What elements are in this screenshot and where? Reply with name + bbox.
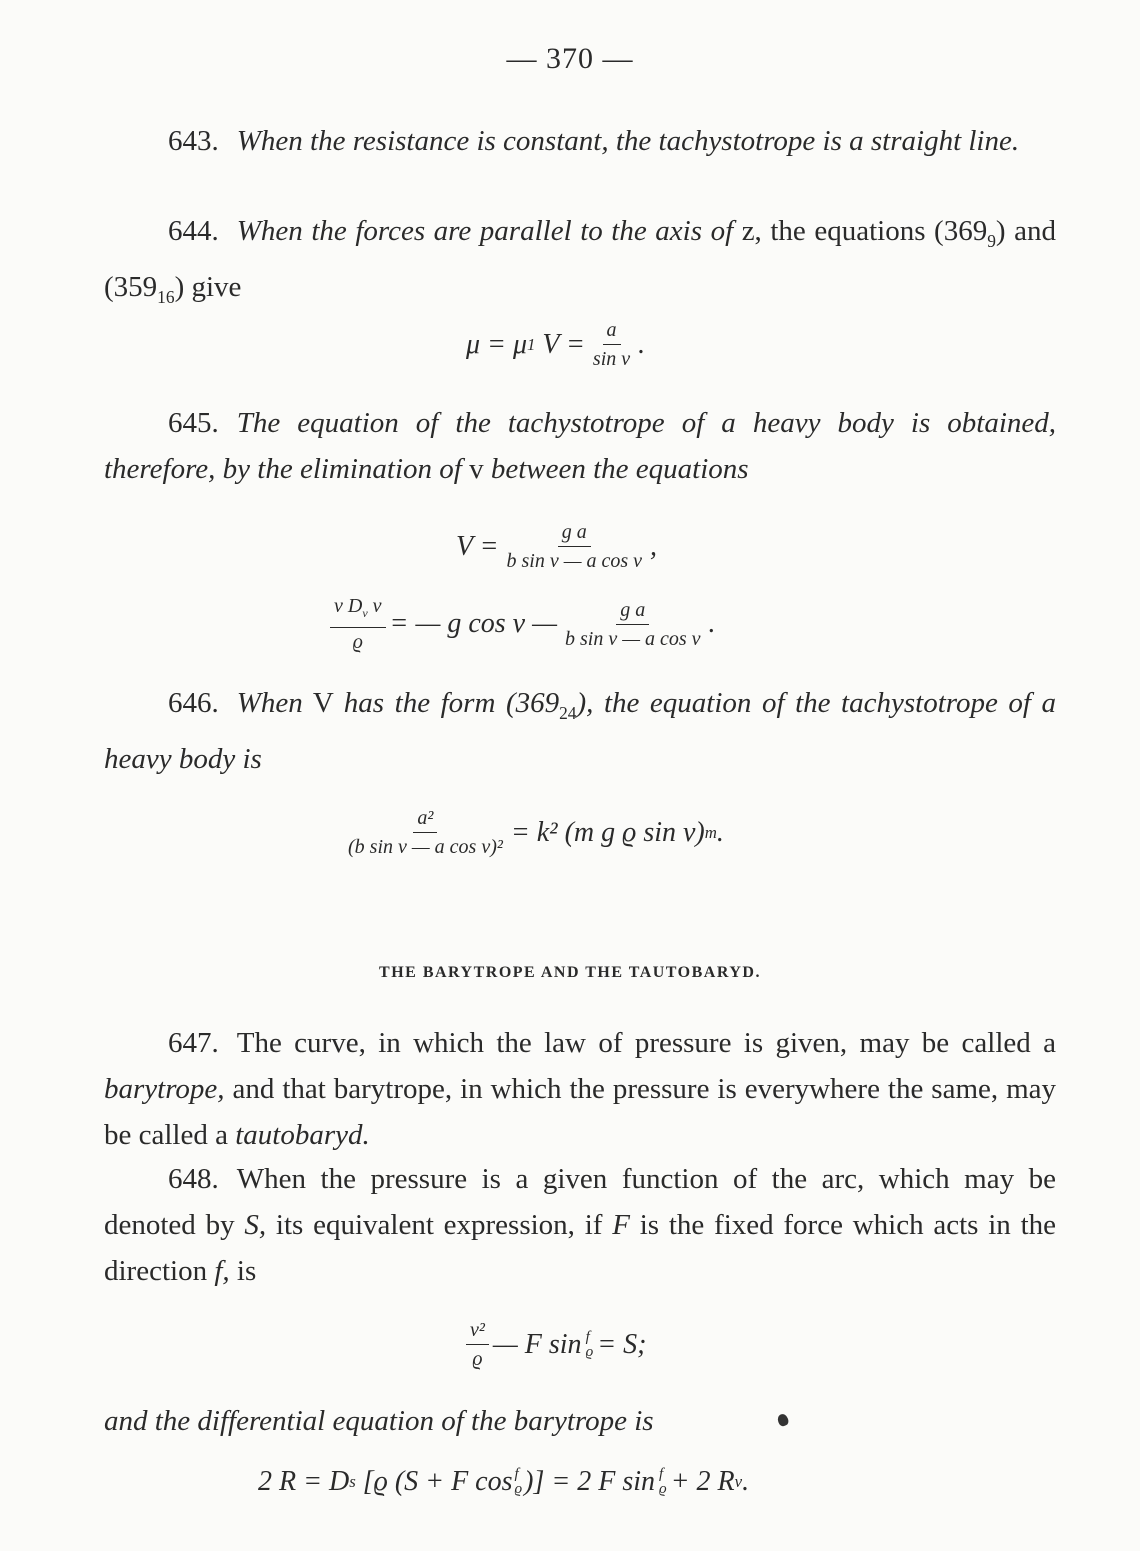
- subscript: ν: [362, 606, 368, 620]
- section-heading: THE BARYTROPE AND THE TAUTOBARYD.: [379, 964, 761, 981]
- denominator: ϱ: [472, 1348, 483, 1370]
- numerator: [330, 594, 386, 628]
- paragraph-text: is: [236, 1255, 257, 1287]
- paragraph-text: The equation of the tachystotrope of a heavy body is obtained, therefore, by the elimination of: [104, 407, 1056, 485]
- paragraph-text: When the pressure is a given function of the arc, which may be denoted by: [104, 1163, 1056, 1241]
- subscript: 9: [987, 230, 996, 251]
- term: barytrope,: [104, 1073, 225, 1105]
- superscript: m: [704, 822, 717, 842]
- eq-rhs: + 2 R: [670, 1466, 735, 1497]
- fraction: [503, 520, 647, 573]
- denominator: sin ν: [592, 348, 631, 370]
- equation-645a: [456, 520, 657, 573]
- eq-end: .: [716, 816, 724, 848]
- paragraph-text: between the equations: [490, 453, 749, 485]
- equation-648: [462, 1318, 646, 1371]
- eq-end: = S;: [597, 1328, 647, 1360]
- superscript: f: [514, 1466, 519, 1482]
- eq-lhs: V =: [456, 530, 499, 562]
- subscript: 24: [559, 702, 577, 723]
- paragraph-text: When the resistance is constant, the tachystotrope is a straight line.: [236, 125, 1020, 157]
- paragraph-text: When the forces are parallel to the axis of: [236, 215, 734, 247]
- paragraph-646: [104, 680, 1056, 782]
- eq-end: .: [742, 1466, 750, 1497]
- subscript: 1: [527, 334, 536, 354]
- paragraph-text: The curve, in which the law of pressure is given, may be called a: [236, 1027, 1056, 1059]
- superscript: f: [585, 1328, 590, 1345]
- denominator: (b sin ν — a cos ν)²: [348, 836, 503, 858]
- paragraph-number: 643.: [168, 125, 219, 157]
- variable: v: [469, 453, 484, 485]
- variable: V: [312, 687, 334, 719]
- eq-end: .: [708, 608, 716, 639]
- paragraph-text: ) give: [174, 270, 242, 303]
- fraction: [561, 598, 705, 651]
- numerator: g a: [558, 520, 591, 547]
- paragraph-text: its equivalent expression, if: [275, 1209, 603, 1241]
- paragraph-643: [104, 118, 1056, 164]
- variable: F: [612, 1209, 630, 1241]
- script-stack: [586, 1330, 594, 1360]
- subscript: ϱ: [659, 1481, 667, 1497]
- variable: f,: [214, 1255, 230, 1287]
- numerator-text: v D: [334, 595, 363, 617]
- superscript: f: [659, 1466, 664, 1482]
- script-stack: [659, 1467, 667, 1497]
- subscript: ν: [734, 1472, 743, 1491]
- numerator: a²: [413, 806, 437, 833]
- paragraph-text: the equations (369: [770, 215, 988, 247]
- eq-rhs: = k² (m g ϱ sin ν): [510, 816, 705, 848]
- eq-rhs: — F sin: [492, 1328, 582, 1360]
- subscript: s: [349, 1472, 356, 1491]
- equation-644: [466, 318, 645, 371]
- equation-646: [340, 806, 724, 859]
- paragraph-text: has the form (369: [343, 687, 560, 719]
- subscript: ϱ: [514, 1481, 523, 1497]
- variable: S,: [244, 1209, 267, 1241]
- paragraph-number: 647.: [168, 1027, 219, 1059]
- equation-645b: [326, 594, 716, 654]
- paragraph-text: and that barytrope, in which the pressure is everywhere the same, may be called a: [104, 1073, 1057, 1151]
- script-stack: [515, 1467, 523, 1497]
- paragraph-text: When: [236, 687, 303, 719]
- numerator: a: [603, 318, 621, 345]
- term: tautobaryd.: [235, 1119, 370, 1151]
- paragraph-text: ), the equation of the tachystotrope of a heavy body is: [104, 687, 1056, 775]
- fraction: [344, 806, 507, 859]
- subscript: 16: [157, 286, 175, 307]
- paragraph-text: ) and (359: [104, 215, 1057, 303]
- paragraph-number: 646.: [168, 687, 219, 719]
- eq-mid: = — g cos ν —: [389, 608, 557, 639]
- equation-last: [258, 1466, 749, 1498]
- paragraph-number: 645.: [168, 407, 219, 439]
- denominator: b sin ν — a cos ν: [565, 627, 701, 650]
- paragraph-645: [104, 400, 1056, 492]
- numerator: g a: [616, 598, 649, 625]
- paragraph-and: and the differential equation of the barytrope is: [104, 1405, 654, 1437]
- paragraph-647: [104, 1020, 1056, 1158]
- denominator: b sin ν — a cos ν: [506, 550, 643, 572]
- paragraph-number: 648.: [168, 1163, 219, 1195]
- fraction: [466, 1318, 489, 1371]
- axis-label: z,: [741, 215, 762, 247]
- eq-mid: )] = 2 F sin: [524, 1466, 656, 1497]
- subscript: ϱ: [585, 1343, 594, 1360]
- numerator-text: v: [367, 595, 382, 617]
- denominator: ϱ: [352, 631, 363, 653]
- fraction: [589, 318, 634, 371]
- eq-lhs: μ = μ: [466, 328, 528, 360]
- fraction: [330, 594, 386, 654]
- eq-mid: V =: [542, 328, 585, 360]
- paragraph-text: is the fixed force which acts in the direction: [104, 1209, 1057, 1287]
- paragraph-number: 644.: [168, 215, 219, 247]
- eq-mid: [ϱ (S + F cos: [362, 1466, 513, 1497]
- page-number: — 370 —: [506, 42, 634, 75]
- numerator: v²: [466, 1318, 489, 1345]
- eq-lhs: 2 R = D: [258, 1466, 350, 1497]
- eq-end: ,: [650, 530, 658, 562]
- eq-end: .: [638, 328, 646, 360]
- paragraph-648: [104, 1156, 1056, 1294]
- paragraph-644: [104, 208, 1056, 320]
